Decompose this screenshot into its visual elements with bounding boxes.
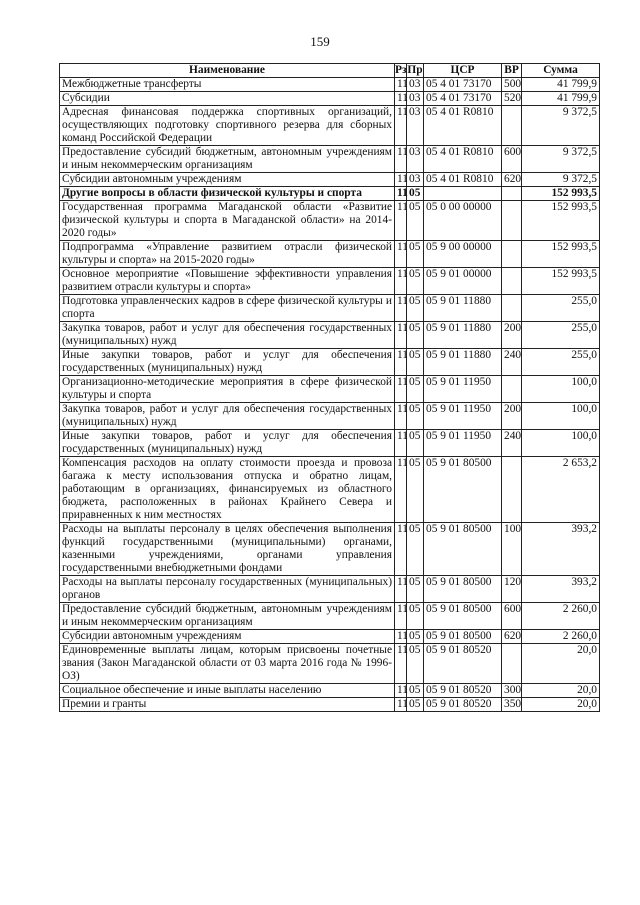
row-rz-cell: 11 <box>395 698 407 712</box>
row-csr-cell: 05 9 01 11880 <box>424 295 502 322</box>
row-pr-cell: 03 <box>407 146 424 173</box>
row-pr-cell: 03 <box>407 78 424 92</box>
row-sum-cell: 100,0 <box>522 376 600 403</box>
row-vr-cell: 100 <box>502 523 522 576</box>
row-name-cell: Премии и гранты <box>60 698 395 712</box>
row-name-cell: Расходы на выплаты персоналу в целях обеспечения выполнения функций государственными (муниципальными) органами, казенными учреждениями, органами управления государственными внебюджетными фондами <box>60 523 395 576</box>
row-vr-cell: 600 <box>502 146 522 173</box>
row-rz-cell: 11 <box>395 349 407 376</box>
row-csr-cell: 05 9 01 11950 <box>424 376 502 403</box>
row-vr-cell: 240 <box>502 430 522 457</box>
row-name-cell: Адресная финансовая поддержка спортивных организаций, осуществляющих подготовку спортивного резерва для сборных команд Российской Федерации <box>60 106 395 146</box>
row-rz-cell: 11 <box>395 403 407 430</box>
row-name-cell: Компенсация расходов на оплату стоимости проезда и провоза багажа к месту использования отпуска и обратно лицам, работающим в организациях, финансируемых из областного бюджета, расположенных в районах Крайнего Севера и приравненных к ним местностях <box>60 457 395 523</box>
row-vr-cell <box>502 187 522 201</box>
row-csr-cell: 05 9 01 11950 <box>424 430 502 457</box>
row-pr-cell: 05 <box>407 201 424 241</box>
row-vr-cell <box>502 376 522 403</box>
row-csr-cell: 05 9 01 11880 <box>424 349 502 376</box>
row-rz-cell: 11 <box>395 146 407 173</box>
table-row <box>60 430 600 457</box>
row-name-cell: Закупка товаров, работ и услуг для обеспечения государственных (муниципальных) нужд <box>60 403 395 430</box>
table-row <box>60 173 600 187</box>
row-csr-cell: 05 0 00 00000 <box>424 201 502 241</box>
row-pr-cell: 05 <box>407 630 424 644</box>
page-number: 159 <box>310 34 330 49</box>
row-rz-cell: 11 <box>395 78 407 92</box>
row-name-cell: Субсидии <box>60 92 395 106</box>
row-rz-cell: 11 <box>395 173 407 187</box>
row-name-cell: Предоставление субсидий бюджетным, автономным учреждениям и иным некоммерческим организациям <box>60 146 395 173</box>
row-pr-cell: 03 <box>407 92 424 106</box>
row-csr-cell: 05 4 01 R0810 <box>424 146 502 173</box>
row-pr-cell: 03 <box>407 173 424 187</box>
row-pr-cell: 05 <box>407 698 424 712</box>
row-rz-cell: 11 <box>395 268 407 295</box>
row-rz-cell: 11 <box>395 644 407 684</box>
row-vr-cell <box>502 268 522 295</box>
row-sum-cell: 2 260,0 <box>522 603 600 630</box>
row-vr-cell: 620 <box>502 173 522 187</box>
table-row <box>60 630 600 644</box>
header-name: Наименование <box>60 64 395 78</box>
row-vr-cell <box>502 106 522 146</box>
table-row <box>60 295 600 322</box>
table-row <box>60 78 600 92</box>
row-vr-cell <box>502 457 522 523</box>
row-pr-cell: 05 <box>407 684 424 698</box>
row-csr-cell: 05 4 01 R0810 <box>424 173 502 187</box>
table-row <box>60 201 600 241</box>
row-pr-cell: 05 <box>407 457 424 523</box>
row-sum-cell: 2 653,2 <box>522 457 600 523</box>
row-sum-cell: 41 799,9 <box>522 78 600 92</box>
row-name-cell: Подпрограмма «Управление развитием отрасли физической культуры и спорта» на 2015-2020 годы» <box>60 241 395 268</box>
row-sum-cell: 20,0 <box>522 644 600 684</box>
row-sum-cell: 152 993,5 <box>522 201 600 241</box>
row-name-cell: Закупка товаров, работ и услуг для обеспечения государственных (муниципальных) нужд <box>60 322 395 349</box>
row-rz-cell: 11 <box>395 187 407 201</box>
table-row <box>60 403 600 430</box>
header-sum: Сумма <box>522 64 600 78</box>
row-pr-cell: 05 <box>407 268 424 295</box>
row-vr-cell: 240 <box>502 349 522 376</box>
row-csr-cell: 05 9 01 80500 <box>424 523 502 576</box>
table-row <box>60 576 600 603</box>
row-rz-cell: 11 <box>395 684 407 698</box>
header-rz: Рз <box>395 64 407 76</box>
row-rz-cell: 11 <box>395 322 407 349</box>
row-name-cell: Другие вопросы в области физической культуры и спорта <box>60 187 395 201</box>
row-name-cell: Организационно-методические мероприятия в сфере физической культуры и спорта <box>60 376 395 403</box>
row-sum-cell: 20,0 <box>522 698 600 712</box>
table-row <box>60 322 600 349</box>
row-pr-cell: 05 <box>407 603 424 630</box>
row-vr-cell: 600 <box>502 603 522 630</box>
row-name-cell: Подготовка управленческих кадров в сфере физической культуры и спорта <box>60 295 395 322</box>
row-sum-cell: 9 372,5 <box>522 146 600 173</box>
row-rz-cell: 11 <box>395 523 407 576</box>
header-pr: Пр <box>407 64 423 76</box>
row-sum-cell: 100,0 <box>522 430 600 457</box>
row-rz-cell: 11 <box>395 576 407 603</box>
row-sum-cell: 41 799,9 <box>522 92 600 106</box>
row-sum-cell: 100,0 <box>522 403 600 430</box>
table-row <box>60 349 600 376</box>
row-csr-cell: 05 4 01 73170 <box>424 92 502 106</box>
row-pr-cell: 05 <box>407 403 424 430</box>
row-sum-cell: 152 993,5 <box>522 187 600 201</box>
row-vr-cell: 350 <box>502 698 522 712</box>
row-name-cell: Расходы на выплаты персоналу государственных (муниципальных) органов <box>60 576 395 603</box>
row-pr-cell: 05 <box>407 576 424 603</box>
row-sum-cell: 255,0 <box>522 295 600 322</box>
row-sum-cell: 255,0 <box>522 322 600 349</box>
table-row <box>60 698 600 712</box>
row-pr-cell: 05 <box>407 430 424 457</box>
row-sum-cell: 2 260,0 <box>522 630 600 644</box>
row-csr-cell: 05 9 01 80500 <box>424 630 502 644</box>
row-sum-cell: 20,0 <box>522 684 600 698</box>
row-name-cell: Социальное обеспечение и иные выплаты населению <box>60 684 395 698</box>
row-name-cell: Основное мероприятие «Повышение эффективности управления развитием отрасли культуры и спорта» <box>60 268 395 295</box>
table-row <box>60 457 600 523</box>
row-vr-cell: 300 <box>502 684 522 698</box>
row-rz-cell: 11 <box>395 241 407 268</box>
row-rz-cell: 11 <box>395 430 407 457</box>
row-pr-cell: 05 <box>407 376 424 403</box>
row-csr-cell: 05 9 01 80520 <box>424 698 502 712</box>
row-vr-cell <box>502 644 522 684</box>
row-csr-cell: 05 9 00 00000 <box>424 241 502 268</box>
table-row <box>60 603 600 630</box>
table-row <box>60 684 600 698</box>
row-pr-cell: 05 <box>407 295 424 322</box>
row-sum-cell: 255,0 <box>522 349 600 376</box>
table-header-row <box>60 64 600 78</box>
row-csr-cell: 05 9 01 80520 <box>424 644 502 684</box>
row-vr-cell: 120 <box>502 576 522 603</box>
row-csr-cell <box>424 187 502 201</box>
table-row <box>60 241 600 268</box>
row-sum-cell: 9 372,5 <box>522 173 600 187</box>
row-csr-cell: 05 4 01 73170 <box>424 78 502 92</box>
row-name-cell: Субсидии автономным учреждениям <box>60 630 395 644</box>
row-csr-cell: 05 9 01 80500 <box>424 576 502 603</box>
row-rz-cell: 11 <box>395 92 407 106</box>
row-rz-cell: 11 <box>395 457 407 523</box>
table-row <box>60 92 600 106</box>
row-pr-cell: 05 <box>407 523 424 576</box>
table-body <box>60 78 600 712</box>
table-row <box>60 146 600 173</box>
table-row <box>60 376 600 403</box>
row-csr-cell: 05 4 01 R0810 <box>424 106 502 146</box>
row-rz-cell: 11 <box>395 603 407 630</box>
row-vr-cell <box>502 201 522 241</box>
row-sum-cell: 393,2 <box>522 576 600 603</box>
row-pr-cell: 05 <box>407 644 424 684</box>
header-vr: ВР <box>502 64 522 78</box>
row-pr-cell: 05 <box>407 322 424 349</box>
row-name-cell: Субсидии автономным учреждениям <box>60 173 395 187</box>
row-rz-cell: 11 <box>395 106 407 146</box>
row-name-cell: Иные закупки товаров, работ и услуг для обеспечения государственных (муниципальных) нужд <box>60 349 395 376</box>
table-row <box>60 644 600 684</box>
row-sum-cell: 393,2 <box>522 523 600 576</box>
row-pr-cell: 03 <box>407 106 424 146</box>
row-name-cell: Иные закупки товаров, работ и услуг для обеспечения государственных (муниципальных) нужд <box>60 430 395 457</box>
row-rz-cell: 11 <box>395 376 407 403</box>
row-vr-cell: 620 <box>502 630 522 644</box>
table-row <box>60 187 600 201</box>
row-sum-cell: 152 993,5 <box>522 268 600 295</box>
table-row <box>60 523 600 576</box>
table-row <box>60 106 600 146</box>
row-csr-cell: 05 9 01 80500 <box>424 457 502 523</box>
row-pr-cell: 05 <box>407 241 424 268</box>
row-rz-cell: 11 <box>395 295 407 322</box>
row-rz-cell: 11 <box>395 201 407 241</box>
row-rz-cell: 11 <box>395 630 407 644</box>
row-name-cell: Единовременные выплаты лицам, которым присвоены почетные звания (Закон Магаданской области от 03 марта 2016 года № 1996-ОЗ) <box>60 644 395 684</box>
row-csr-cell: 05 9 01 80500 <box>424 603 502 630</box>
row-sum-cell: 9 372,5 <box>522 106 600 146</box>
row-vr-cell <box>502 241 522 268</box>
row-vr-cell: 500 <box>502 78 522 92</box>
row-csr-cell: 05 9 01 80520 <box>424 684 502 698</box>
row-csr-cell: 05 9 01 11950 <box>424 403 502 430</box>
row-vr-cell: 200 <box>502 322 522 349</box>
row-pr-cell: 05 <box>407 187 424 201</box>
row-pr-cell: 05 <box>407 349 424 376</box>
table-row <box>60 268 600 295</box>
row-name-cell: Предоставление субсидий бюджетным, автономным учреждениям и иным некоммерческим организациям <box>60 603 395 630</box>
row-sum-cell: 152 993,5 <box>522 241 600 268</box>
row-csr-cell: 05 9 01 00000 <box>424 268 502 295</box>
row-vr-cell: 520 <box>502 92 522 106</box>
row-name-cell: Государственная программа Магаданской области «Развитие физической культуры и спорта в Магаданской области» на 2014-2020 годы» <box>60 201 395 241</box>
row-name-cell: Межбюджетные трансферты <box>60 78 395 92</box>
row-vr-cell <box>502 295 522 322</box>
row-csr-cell: 05 9 01 11880 <box>424 322 502 349</box>
budget-table <box>59 63 600 712</box>
row-vr-cell: 200 <box>502 403 522 430</box>
header-csr: ЦСР <box>424 64 502 78</box>
